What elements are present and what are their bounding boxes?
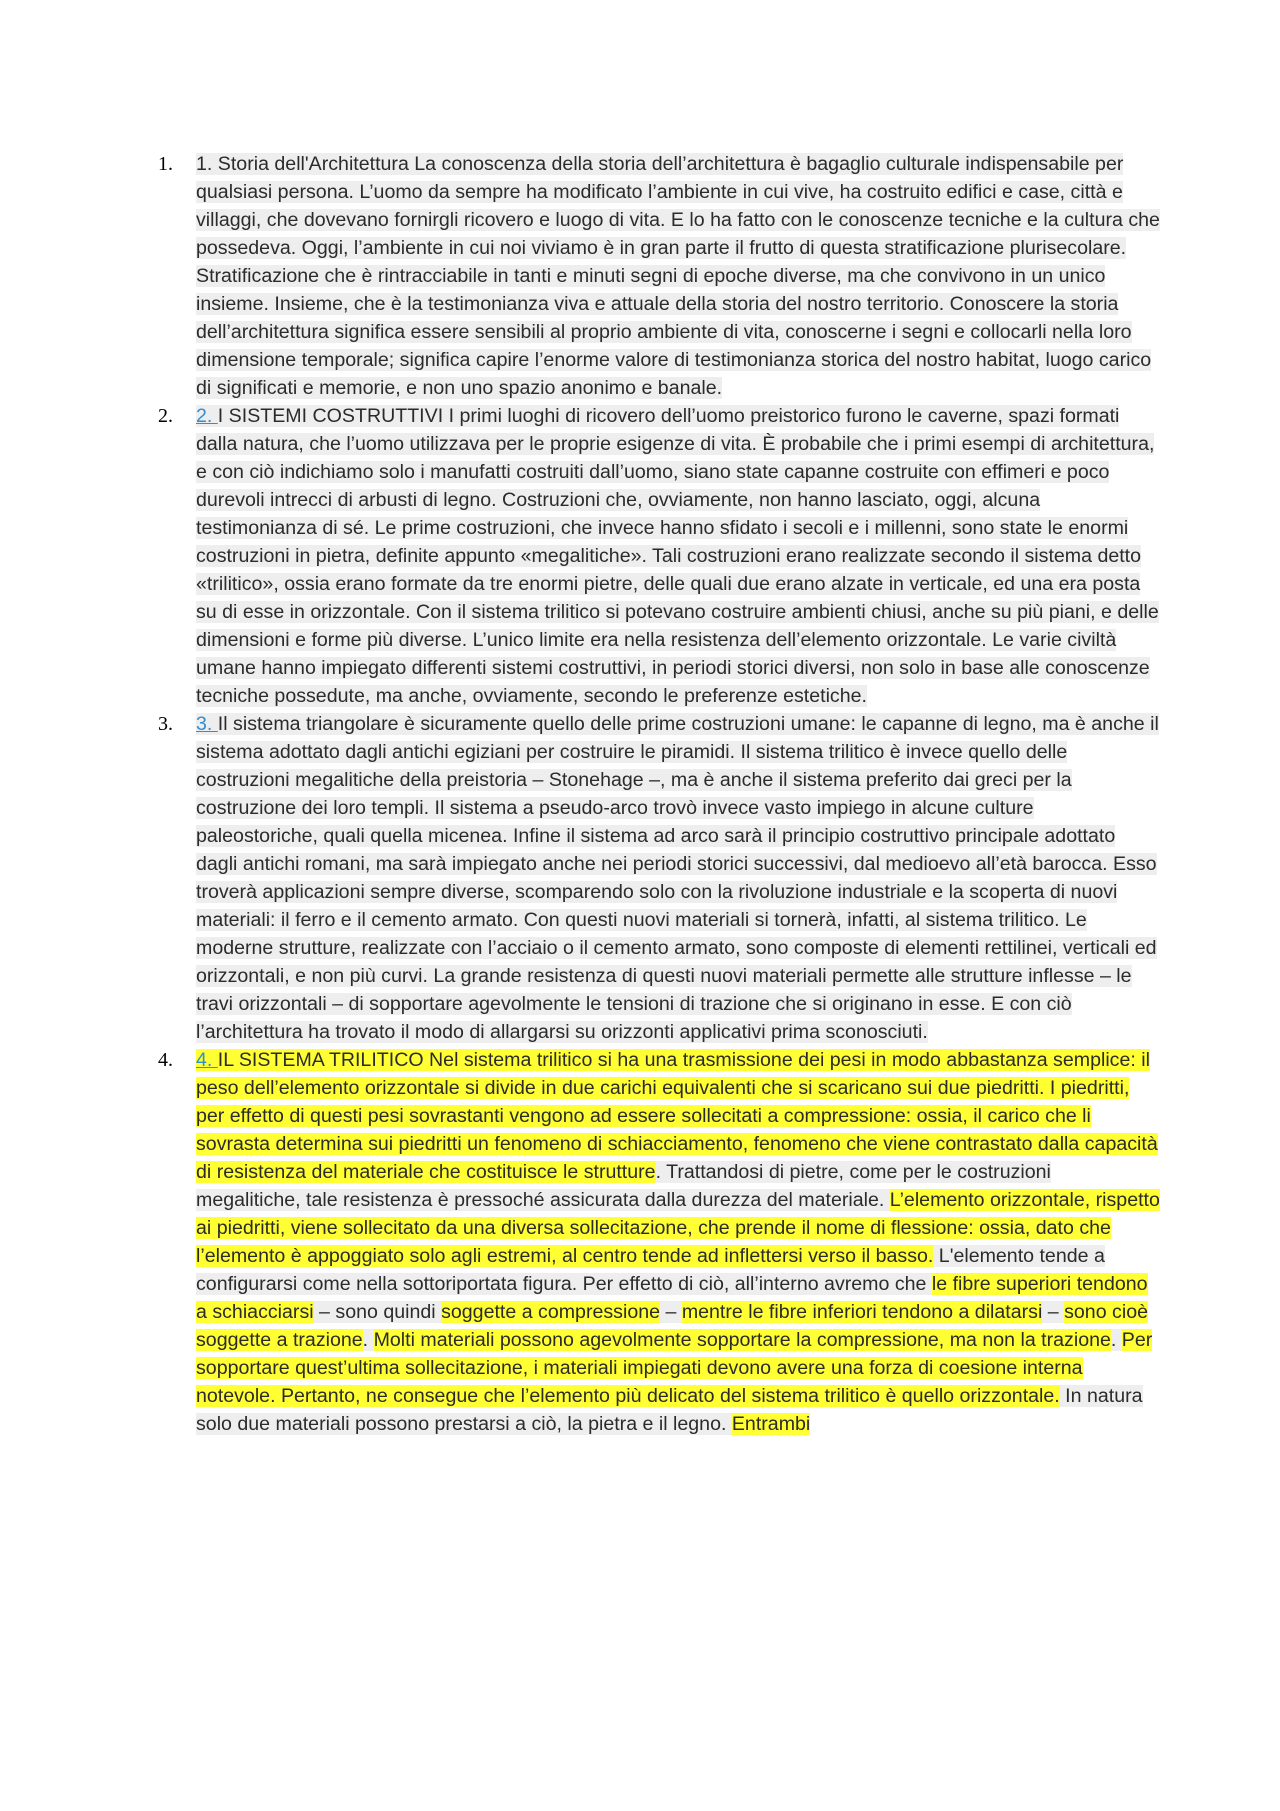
text-segment: – [660,1301,682,1323]
text-segment: . [362,1329,374,1351]
highlighted-segment: soggette a compressione [441,1301,661,1323]
list-item-3 [150,710,1160,1046]
section-link-2[interactable]: 2. [196,405,218,427]
section-link-4[interactable]: 4. [196,1049,218,1071]
text-segment: – [1042,1301,1065,1323]
list-item-4 [150,1046,1160,1438]
list-item-1 [150,150,1160,402]
section-link-3[interactable]: 3. [196,713,218,735]
highlighted-segment: le fibre superiori tendono a schiacciarsi [196,1273,1148,1323]
highlighted-segment: mentre le fibre inferiori tendono a dilatarsi [681,1301,1043,1323]
text-segment: L'elemento tende a configurarsi come nella sottoriportata figura. Per effetto di ciò, all’interno avremo che [196,1245,1105,1295]
text-segment: I SISTEMI COSTRUTTIVI I primi luoghi di ricovero dell’uomo preistorico furono le caverne, spazi formati dalla natura, che l’uomo utilizzava per le proprie esigenze di vita. È probabile che i primi esempi di architettura, e con ciò indichiamo solo i manufatti costruiti dall’uomo, siano state capanne costruite con effimeri e poco durevoli intrecci di arbusti di legno. Costruzioni che, ovviamente, non hanno lasciato, oggi, alcuna testimonianza di sé. Le prime costruzioni, che invece hanno sfidato i secoli e i millenni, sono state le enormi costruzioni in pietra, definite appunto «megalitiche». Tali costruzioni erano realizzate secondo il sistema detto «trilitico», ossia erano formate da tre enormi pietre, delle quali due erano alzate in verticale, ed una era posta su di esse in orizzontale. Con il sistema trilitico si potevano costruire ambienti chiusi, anche su più piani, e delle dimensioni e forme più diverse. L’unico limite era nella resistenza dell’elemento orizzontale. Le varie civiltà umane hanno impiegato differenti sistemi costruttivi, in periodi storici diversi, non solo in base alle conoscenze tecniche possedute, ma anche, ovviamente, secondo le preferenze estetiche. [196,405,1159,707]
highlighted-segment: Molti materiali possono agevolmente sopportare la compressione, ma non la trazione [373,1329,1111,1351]
text-segment: Il sistema triangolare è sicuramente quello delle prime costruzioni umane: le capanne di legno, ma è anche il sistema adottato dagli antichi egiziani per costruire le piramidi. Il sistema trilitico è invece quello delle costruzioni megalitiche della preistoria – Stonehage –, ma è anche il sistema preferito dai greci per la costruzione dei loro templi. Il sistema a pseudo-arco trovò invece vasto impiego in alcune culture paleostoriche, quali quella micenea. Infine il sistema ad arco sarà il principio costruttivo principale adottato dagli antichi romani, ma sarà impiegato anche nei periodi storici successivi, dal medioevo all’età barocca. Esso troverà applicazioni sempre diverse, scomparendo solo con la rivoluzione industriale e la scoperta di nuovi materiali: il ferro e il cemento armato. Con questi nuovi materiali si tornerà, infatti, al sistema trilitico. Le moderne strutture, realizzate con l’acciaio o il cemento armato, sono composte di elementi rettilinei, verticali ed orizzontali, e non più curvi. La grande resistenza di questi nuovi materiali permette alle strutture inflesse – le travi orizzontali – di sopportare agevolmente le tensioni di trazione che si originano in esse. E con ciò l’architettura ha trovato il modo di allargarsi su orizzonti applicativi prima sconosciuti. [196,713,1159,1043]
text-segment: In natura solo due materiali possono prestarsi a ciò, la pietra e il legno. [196,1385,1143,1435]
paragraph-sistema-trilitico [196,1046,1160,1438]
numbered-list [150,150,1160,1438]
text-segment: . [1110,1329,1122,1351]
highlighted-segment: Entrambi [731,1413,811,1435]
highlighted-segment: sono cioè soggette a trazione [196,1301,1148,1351]
text-segment: . Trattandosi di pietre, come per le costruzioni megalitiche, tale resistenza è pressoché assicurata dalla durezza del materiale. [196,1161,1051,1211]
highlighted-segment: Per sopportare quest’ultima sollecitazione, i materiali impiegati devono avere una forza di coesione interna notevole. Pertanto, ne consegue che l’elemento più delicato del sistema trilitico è quello orizzontale. [196,1329,1153,1407]
paragraph-storia-architettura [196,150,1160,402]
paragraph-sistemi-costruttivi [196,402,1160,710]
list-marker: 2. [158,405,173,427]
text-segment: 1. Storia dell'Architettura La conoscenza della storia dell’architettura è bagaglio culturale indispensabile per qualsiasi persona. L’uomo da sempre ha modificato l’ambiente in cui vive, ha costruito edifici e case, città e villaggi, che dovevano fornirgli ricovero e luogo di vita. E lo ha fatto con le conoscenze tecniche e la cultura che possedeva. Oggi, l’ambiente in cui noi viviamo è in gran parte il frutto di questa stratificazione plurisecolare. Stratificazione che è rintracciabile in tanti e minuti segni di epoche diverse, ma che convivono in un unico insieme. Insieme, che è la testimonianza viva e attuale della storia del nostro territorio. Conoscere la storia dell’architettura significa essere sensibili al proprio ambiente di vita, conoscerne i segni e collocarli nella loro dimensione temporale; significa capire l’enorme valore di testimonianza storica del nostro habitat, luogo carico di significati e memorie, e non uno spazio anonimo e banale. [196,153,1160,399]
paragraph-sistema-triangolare [196,710,1160,1046]
list-marker: 4. [158,1049,173,1071]
highlighted-segment: IL SISTEMA TRILITICO Nel sistema trilitico si ha una trasmissione dei pesi in modo abbastanza semplice: il peso dell’elemento orizzontale si divide in due carichi equivalenti che si scaricano sui due piedritti. I piedritti, per effetto di questi pesi sovrastanti vengono ad essere sollecitati a compressione: ossia, il carico che li sovrasta determina sui piedritti un fenomeno di schiacciamento, fenomeno che viene contrastato dalla capacità di resistenza del materiale che costituisce le strutture [196,1049,1158,1183]
text-segment: – sono quindi [313,1301,442,1323]
list-item-2 [150,402,1160,710]
list-marker: 3. [158,713,173,735]
highlighted-segment: L’elemento orizzontale, rispetto ai piedritti, viene sollecitato da una diversa sollecitazione, che prende il nome di flessione: ossia, dato che l’elemento è appoggiato solo agli estremi, al centro tende ad inflettersi verso il basso. [196,1189,1160,1267]
list-marker: 1. [158,153,173,175]
